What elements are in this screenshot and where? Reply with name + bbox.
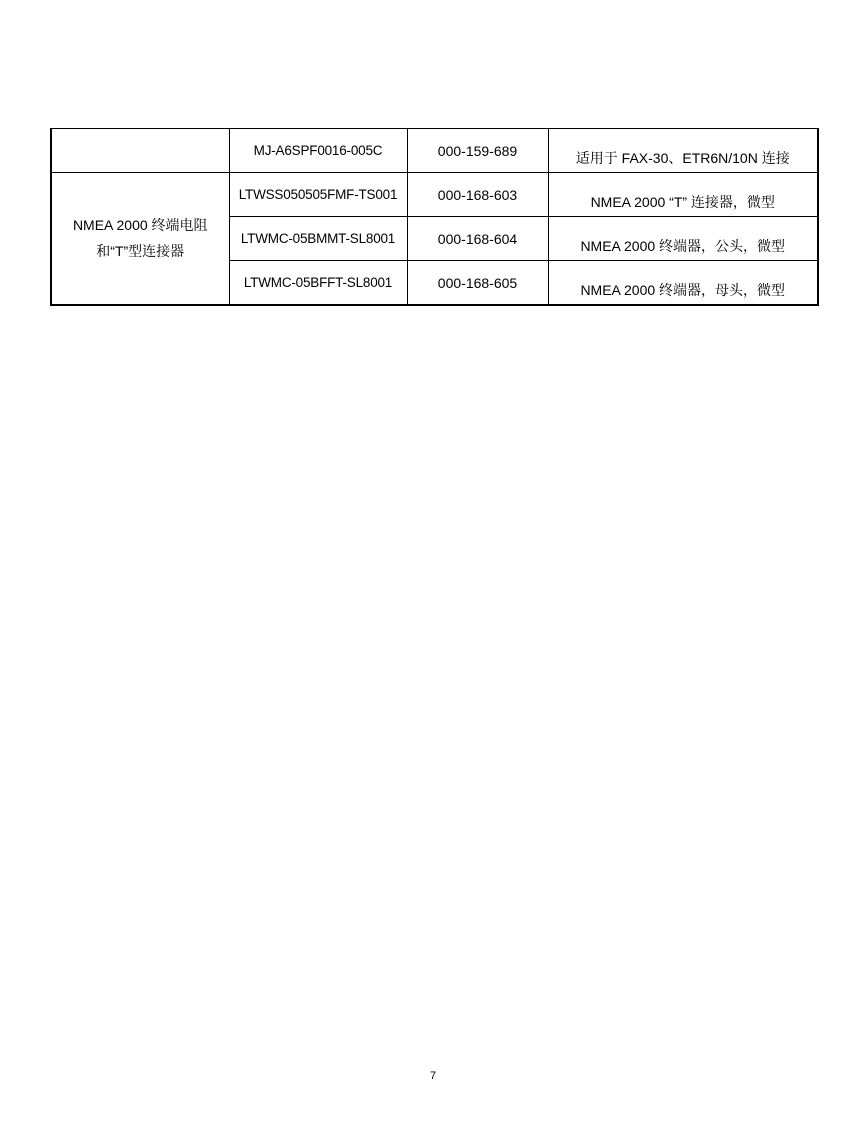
page-number: 7 [429,1070,437,1082]
description-cell: NMEA 2000 终端器，母头，微型 [548,261,818,305]
model-cell: MJ-A6SPF0016-005C [229,129,407,173]
description-cell: 适用于 FAX-30、ETR6N/10N 连接 [548,129,818,173]
description-cell: NMEA 2000 终端器，公头，微型 [548,217,818,261]
part-number-cell: 000-168-605 [407,261,548,305]
group-cell: NMEA 2000 终端电阻和“T”型连接器 [51,173,229,305]
part-number-cell: 000-168-603 [407,173,548,217]
table-row [51,129,818,173]
group-cell-empty [51,129,229,173]
model-cell: LTWMC-05BFFT-SL8001 [229,261,407,305]
part-number-cell: 000-159-689 [407,129,548,173]
model-cell: LTWMC-05BMMT-SL8001 [229,217,407,261]
part-number-cell: 000-168-604 [407,217,548,261]
model-cell: LTWSS050505FMF-TS001 [229,173,407,217]
parts-table [50,128,819,306]
table-row [51,173,818,217]
description-cell: NMEA 2000 “T” 连接器，微型 [548,173,818,217]
